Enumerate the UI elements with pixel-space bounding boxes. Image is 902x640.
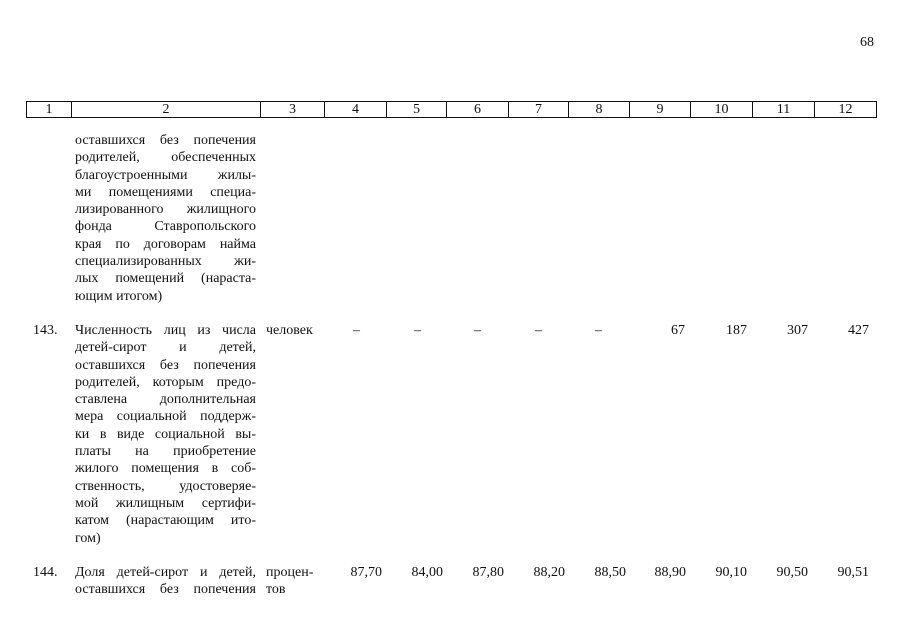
description-line: платы на приобретение [75,444,256,460]
value-col-7: 88,20 [533,565,565,580]
description-line: оставшихся без попечения [75,133,256,148]
value-col-4: 87,70 [350,565,382,580]
description-line: Доля детей-сирот и детей, [75,565,256,580]
value-col-12: 427 [848,323,869,338]
description-line: оставшихся без попечения [75,582,256,598]
column-header-11: 11 [753,102,815,118]
description-line: родителей, обеспеченных [75,150,256,166]
description-line: ственность, удостоверяе- [75,478,256,494]
description-line: специализированных жи- [75,254,256,270]
column-header-12: 12 [815,102,877,118]
column-header-8: 8 [569,102,630,118]
column-header-row [27,102,877,118]
description-line: фонда Ставропольского [75,219,256,235]
row-description [75,564,256,599]
row-number: 143. [33,323,58,338]
row-description [75,322,256,547]
description-line: катом (нарастающим ито- [75,513,256,529]
value-col-5: 84,00 [411,565,443,580]
description-line: ющим итогом) [75,288,163,304]
row-unit: человек [266,323,313,338]
column-header-7: 7 [509,102,569,118]
description-line: Численность лиц из числа [75,323,256,338]
description-line: родителей, которым предо- [75,374,256,390]
description-line: края по договорам найма [75,236,256,252]
description-line: ставлена дополнительная [75,392,256,408]
value-col-4: – [353,323,360,338]
description-line: мой жилищным сертифи- [75,495,256,511]
value-col-11: 90,50 [776,565,808,580]
value-col-9: 88,90 [654,565,686,580]
description-line: оставшихся без попечения [75,357,256,373]
description-line: благоустроенными жилы- [75,167,256,183]
row-unit: процен- тов [266,565,314,598]
continuation-description [75,132,256,305]
column-header-10: 10 [691,102,753,118]
description-line: гом) [75,530,101,546]
description-line: жилого помещения в соб- [75,461,256,477]
page-number: 68 [860,35,874,50]
value-col-5: – [414,323,421,338]
value-col-9: 67 [671,323,685,338]
column-header-table [26,101,877,118]
description-line: ми помещениями специа- [75,184,256,200]
column-header-9: 9 [630,102,691,118]
value-col-6: – [474,323,481,338]
description-line: ки в виде социальной вы- [75,426,256,442]
row-number: 144. [33,565,58,580]
column-header-3: 3 [261,102,325,118]
column-header-4: 4 [325,102,387,118]
value-col-10: 90,10 [715,565,747,580]
description-line: мера социальной поддерж- [75,409,256,425]
value-col-6: 87,80 [472,565,504,580]
value-col-8: – [595,323,602,338]
value-col-8: 88,50 [594,565,626,580]
column-header-1: 1 [27,102,72,118]
value-col-11: 307 [787,323,808,338]
column-header-6: 6 [447,102,509,118]
description-line: лых помещений (нараста- [75,271,256,287]
value-col-10: 187 [726,323,747,338]
description-line: детей-сирот и детей, [75,340,256,356]
value-col-12: 90,51 [837,565,869,580]
value-col-7: – [535,323,542,338]
column-header-2: 2 [72,102,261,118]
description-line: лизированного жилищного [75,202,256,218]
column-header-5: 5 [387,102,447,118]
